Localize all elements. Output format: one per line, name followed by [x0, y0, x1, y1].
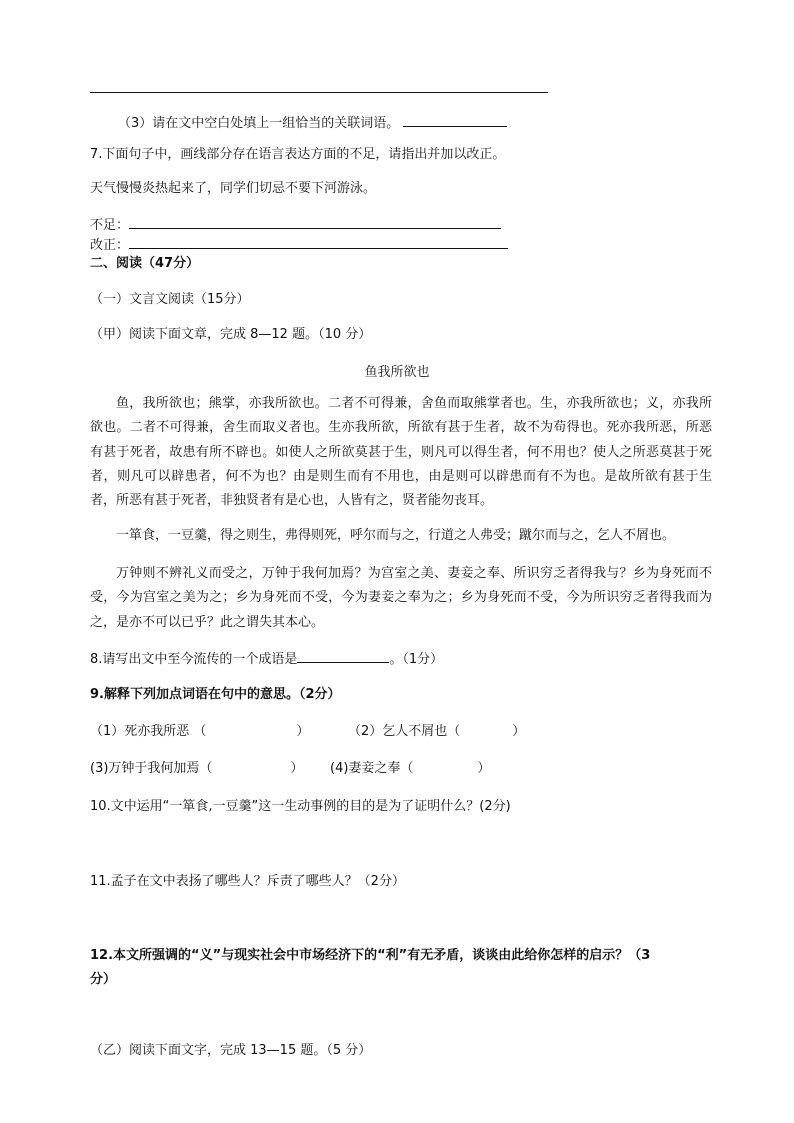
passage-title: 鱼我所欲也 [364, 365, 430, 380]
part-a-heading: （甲）阅读下面文章，完成 8—12 题。（10 分） [90, 327, 372, 342]
q9-prompt: 9.解释下列加点词语在句中的意思。（2分） [90, 687, 341, 702]
q6-3-text: （3）请在文中空白处填上一组恰当的关联词语。 [118, 116, 400, 131]
q9-item-2-text: （2）乞人不屑也（ [348, 724, 461, 739]
q9-item-1 [90, 724, 309, 740]
q6-3-blank[interactable] [403, 114, 507, 127]
q9-item-1-close: ） [296, 724, 310, 739]
q12-prompt-line-1: 12.本文所强调的“义”与现实社会中市场经济下的“利”有无矛盾，谈谈由此给你怎样的启示？（3 [90, 948, 651, 963]
q7-sentence: 天气慢慢炎热起来了，同学们切忌不要下河游泳。 [90, 181, 377, 196]
q9-item-1-text: （1）死亦我所恶 （ [90, 724, 207, 739]
q8-text: 8.请写出文中至今流传的一个成语是 [90, 652, 298, 667]
passage-paragraph-2: 一箪食，一豆羹，得之则生，弗得则死，呼尔而与之，行道之人弗受；蹴尔而与之，乞人不屑也。 [116, 528, 676, 543]
passage-paragraph-1: 鱼，我所欲也；熊掌，亦我所欲也。二者不可得兼，舍鱼而取熊掌者也。生，亦我所欲也；义，亦我所欲也。二者不可得兼，舍生而取义者也。生亦我所欲，所欲有甚于生者，故不为苟得也。死亦我所恶，所恶有甚于死者，故患有所不辟也。如使人之所欲莫甚于生，则凡可以得生者，何不用也？使人之所恶莫甚于死者，则凡可以辟患者，何不为也？由是则生而有不用也，由是则可以辟患而有不为也。是故所欲有甚于生者，所恶有甚于死者，非独贤者有是心也，人皆有之，贤者能勿丧耳。 [90, 396, 712, 509]
q7-flaw-line [90, 216, 501, 234]
q7-fix-label: 改正： [90, 238, 130, 253]
section-2-heading: 二、阅读（47分） [90, 256, 200, 271]
q12-prompt-line-2: 分） [90, 972, 117, 987]
passage-paragraph-3: 万钟则不辨礼义而受之，万钟于我何加焉？为宫室之美、妻妾之奉、所识穷乏者得我与？乡为身死而不受，今为宫室之美为之；乡为身死而不受，今为妻妾之奉为之；乡为身死而不受，今为所识穷乏者得我而为之，是亦不可以已乎？此之谓失其本心。 [90, 566, 712, 630]
q9-item-4 [330, 761, 490, 777]
q8-line [90, 650, 443, 668]
q8-score: 。（1分） [389, 652, 444, 667]
q10-prompt: 10.文中运用“一箪食,一豆羹”这一生动事例的目的是为了证明什么？(2分) [90, 799, 511, 814]
q7-flaw-label: 不足： [90, 218, 130, 233]
q9-item-3 [90, 761, 303, 777]
q11-prompt: 11.孟子在文中表扬了哪些人？斥责了哪些人？（2分） [90, 874, 405, 889]
q9-item-3-close: ） [290, 761, 304, 776]
q9-item-2-close: ） [512, 724, 526, 739]
q9-item-3-text: (3)万钟于我何加焉（ [90, 761, 213, 776]
answer-line-top [90, 92, 548, 93]
q8-blank[interactable] [297, 650, 389, 663]
q7-prompt: 7.下面句子中，画线部分存在语言表达方面的不足，请指出并加以改正。 [90, 147, 506, 162]
part-1-heading: （一）文言文阅读（15分） [90, 292, 250, 307]
q9-item-4-text: (4)妻妾之奉（ [330, 761, 414, 776]
q7-fix-line [90, 236, 508, 254]
q6-3-line [118, 114, 507, 132]
part-b-heading: （乙）阅读下面文字，完成 13—15 题。（5 分） [90, 1043, 372, 1058]
q7-flaw-blank[interactable] [129, 216, 501, 229]
q9-item-4-close: ） [477, 761, 491, 776]
q7-fix-blank[interactable] [129, 236, 508, 249]
q9-item-2 [348, 724, 525, 740]
